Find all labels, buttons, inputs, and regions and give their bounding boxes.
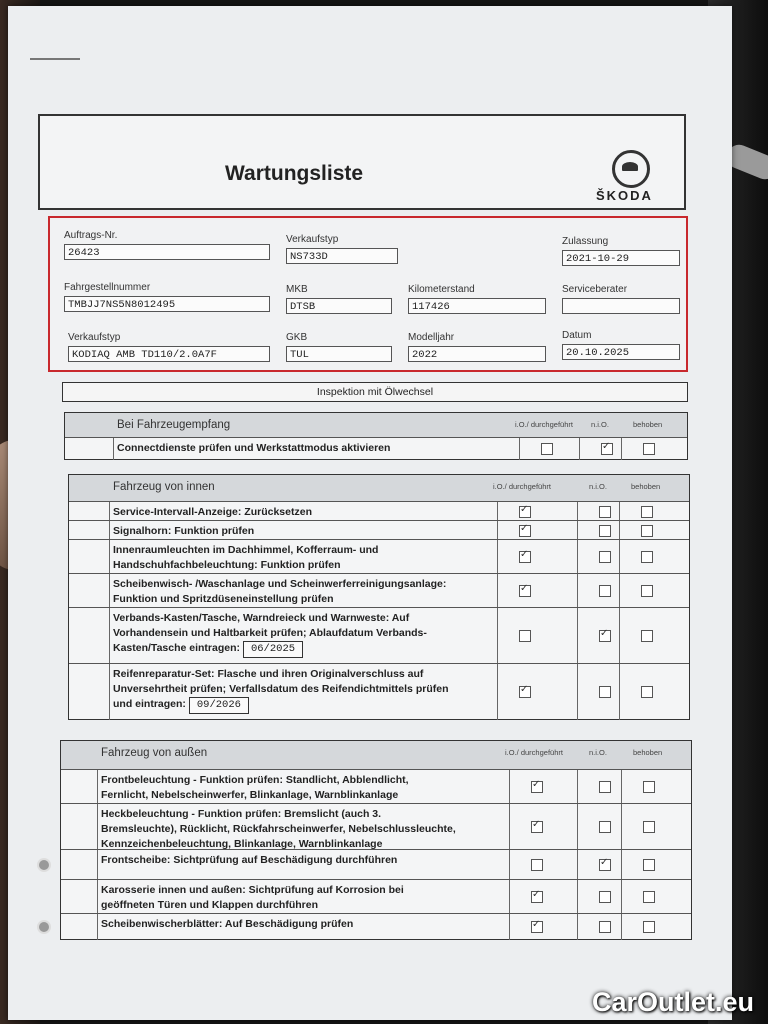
column-header-nok: n.i.O. [589,482,607,491]
date-label: Datum [562,330,592,341]
checkbox-cell [497,540,498,574]
item-line: Innenraumleuchten im Dachhimmel, Kofferraum- und [113,544,379,556]
checklist-row [69,573,689,608]
checkbox-cell [577,608,578,664]
checkbox-cell [497,502,498,521]
advisor-field [562,298,680,314]
checkbox-nok[interactable] [599,506,611,518]
pen-mark [30,58,80,60]
vehicle-info-box [48,216,688,372]
checkbox-cell [621,880,622,914]
row-divider [109,521,110,540]
checklist-item-text [113,577,446,607]
item-line: Karosserie innen und außen: Sichtprüfung auf Korrosion bei [101,884,404,896]
checklist-row [61,803,691,850]
column-header-nok: n.i.O. [589,748,607,757]
row-divider [109,540,110,574]
item-line: Kasten/Tasche eintragen: [113,642,241,654]
item-line: geöffneten Türen und Klappen durchführen [101,899,318,911]
checkbox-cell [577,914,578,940]
sales-type-label: Verkaufstyp [286,234,339,245]
checkbox-fixed[interactable] [641,506,653,518]
sales-type2-field: KODIAQ AMB TD110/2.0A7F [68,346,270,362]
section-header [69,475,689,502]
checkbox-nok[interactable] [599,551,611,563]
checkbox-cell [619,608,620,664]
item-line: Scheibenwisch- /Waschanlage und Scheinwerferreinigungsanlage: [113,578,447,590]
checkbox-cell [577,850,578,880]
checkbox-cell [621,850,622,880]
punch-hole-marker [37,858,51,872]
checklist-item-text [101,773,409,803]
checkbox-cell [509,770,510,804]
checkbox-cell [577,770,578,804]
item-line: Scheibenwischerblätter: Auf Beschädigung prüfen [101,918,354,930]
item-line: Kennzeichenbeleuchtung, Blinkanlage, Warnblinkanlage [101,838,383,850]
brand-name: ŠKODA [596,188,653,203]
checkbox-cell [577,804,578,850]
item-line: Funktion und Spritzdüseneinstellung prüfen [113,593,334,605]
mkb-label: MKB [286,284,308,295]
checklist-row [69,501,689,521]
mileage-field: 117426 [408,298,546,314]
checklist-row [69,539,689,574]
checkbox-nok[interactable] [599,630,611,642]
checkbox-cell [577,540,578,574]
punch-hole-marker [37,920,51,934]
row-divider [109,502,110,521]
row-divider [113,438,114,460]
item-line: Fernlicht, Nebelscheinwerfer, Blinkanlage, Warnblinkanlage [101,789,399,801]
mileage-label: Kilometerstand [408,284,475,295]
checkbox-ok[interactable] [519,525,531,537]
item-line: Unversehrtheit prüfen; Verfallsdatum des Reifendichtmittels prüfen [113,683,449,695]
mkb-field: DTSB [286,298,392,314]
checkbox-cell [577,521,578,540]
checkbox-nok[interactable] [599,859,611,871]
checkbox-ok[interactable] [519,686,531,698]
date-entry-box: 06/2025 [243,641,303,658]
item-line: Signalhorn: Funktion prüfen [113,525,255,537]
item-line: Heckbeleuchtung - Funktion prüfen: Bremslicht (auch 3. [101,808,382,820]
column-header-ok: i.O./ durchgeführt [505,748,563,757]
registration-label: Zulassung [562,236,609,247]
checklist-row [69,520,689,540]
row-divider [109,608,110,664]
date-field: 20.10.2025 [562,344,680,360]
checkbox-cell [497,521,498,540]
document-sheet [8,6,732,1020]
checklist-section [64,412,688,460]
document-header [38,114,686,210]
checkbox-cell [579,438,580,460]
item-line: Frontbeleuchtung - Funktion prüfen: Standlicht, Abblendlicht, [101,774,409,786]
checklist-row [61,879,691,914]
item-line: Verbands-Kasten/Tasche, Warndreieck und Warnweste: Auf [113,612,410,624]
item-line: Vorhandensein und Haltbarkeit prüfen; Ablaufdatum Verbands- [113,627,427,639]
checkbox-cell [619,502,620,521]
inspection-title: Inspektion mit Ölwechsel [62,382,688,402]
checkbox-fixed[interactable] [641,585,653,597]
checkbox-cell [621,804,622,850]
gkb-field: TUL [286,346,392,362]
checkbox-ok[interactable] [519,585,531,597]
checkbox-nok[interactable] [599,585,611,597]
checkbox-fixed[interactable] [641,525,653,537]
checkbox-cell [621,770,622,804]
checkbox-cell [577,502,578,521]
checkbox-fixed[interactable] [643,821,655,833]
checklist-item-text [113,611,427,658]
checkbox-cell [509,880,510,914]
checkbox-fixed[interactable] [641,686,653,698]
checklist-row [69,607,689,664]
section-header [65,413,687,438]
item-line: Bremsleuchte), Rücklicht, Rückfahrscheinwerfer, Nebelschlussleuchte, [101,823,456,835]
column-header-nok: n.i.O. [591,420,609,429]
checklist-item-text [101,883,404,913]
checkbox-ok[interactable] [519,630,531,642]
checklist-item-text [113,543,378,573]
checkbox-fixed[interactable] [641,551,653,563]
checkbox-cell [619,521,620,540]
row-divider [97,880,98,914]
checkbox-cell [519,438,520,460]
model-year-label: Modelljahr [408,332,455,343]
checklist-row [69,663,689,720]
row-divider [109,574,110,608]
skoda-logo-icon [612,150,650,188]
document-title: Wartungsliste [225,162,364,185]
checkbox-nok[interactable] [599,686,611,698]
row-divider [97,914,98,940]
item-line: Connectdienste prüfen und Werkstattmodus aktivieren [117,442,391,454]
checklist-section [68,474,690,720]
checkbox-fixed[interactable] [643,891,655,903]
checklist-row [65,437,687,460]
checklist-row [61,769,691,804]
checkbox-fixed[interactable] [643,443,655,455]
row-divider [97,804,98,850]
checkbox-cell [621,438,622,460]
order-no-field: 26423 [64,244,270,260]
section-title: Bei Fahrzeugempfang [117,419,231,431]
row-divider [109,664,110,720]
checkbox-nok[interactable] [599,821,611,833]
vin-label: Fahrgestellnummer [64,282,151,293]
checkbox-fixed[interactable] [643,781,655,793]
section-title: Fahrzeug von außen [101,747,208,759]
row-divider [97,850,98,880]
checkbox-cell [497,574,498,608]
checkbox-ok[interactable] [531,821,543,833]
item-line: Service-Intervall-Anzeige: Zurücksetzen [113,506,312,518]
column-header-ok: i.O./ durchgeführt [515,420,573,429]
checkbox-fixed[interactable] [643,859,655,871]
checkbox-ok[interactable] [531,921,543,933]
checkbox-nok[interactable] [599,781,611,793]
checkbox-ok[interactable] [531,781,543,793]
column-header-fixed: behoben [631,482,661,491]
order-no-label: Auftrags-Nr. [64,230,118,241]
checkbox-nok[interactable] [599,891,611,903]
checkbox-nok[interactable] [601,443,613,455]
checkbox-ok[interactable] [519,551,531,563]
checkbox-ok[interactable] [531,891,543,903]
checkbox-cell [509,850,510,880]
checkbox-nok[interactable] [599,525,611,537]
row-divider [97,770,98,804]
model-year-field: 2022 [408,346,546,362]
sales-type-field: NS733D [286,248,398,264]
checkbox-cell [509,804,510,850]
checkbox-fixed[interactable] [643,921,655,933]
checkbox-cell [619,574,620,608]
registration-field: 2021-10-29 [562,250,680,266]
checkbox-fixed[interactable] [641,630,653,642]
section-title: Fahrzeug von innen [113,481,215,493]
column-header-fixed: behoben [633,748,663,757]
column-header-ok: i.O./ durchgeführt [493,482,551,491]
checklist-item-text [113,667,448,714]
date-entry-box: 09/2026 [189,697,249,714]
checklist-row [61,849,691,880]
checklist-item-text [101,807,456,852]
item-line: Frontscheibe: Sichtprüfung auf Beschädigung durchführen [101,854,398,866]
checkbox-nok[interactable] [599,921,611,933]
checkbox-ok[interactable] [541,443,553,455]
checkbox-cell [509,914,510,940]
checkbox-cell [497,608,498,664]
gkb-label: GKB [286,332,308,343]
checkbox-ok[interactable] [531,859,543,871]
checkbox-cell [577,880,578,914]
checkbox-cell [577,574,578,608]
checklist-item-text [101,917,353,932]
checkbox-ok[interactable] [519,506,531,518]
checkbox-cell [497,664,498,720]
checkbox-cell [621,914,622,940]
checklist-item-text [101,853,397,868]
sales-type2-label: Verkaufstyp [68,332,121,343]
watermark: CarOutlet.eu [591,987,754,1017]
advisor-label: Serviceberater [562,284,628,295]
vin-field: TMBJJ7NS5N8012495 [64,296,270,312]
item-line: Reifenreparatur-Set: Flasche und ihren Originalverschluss auf [113,668,424,680]
checkbox-cell [619,540,620,574]
item-line: Handschuhfachbeleuchtung: Funktion prüfen [113,559,341,571]
column-header-fixed: behoben [633,420,663,429]
checklist-item-text [113,524,254,539]
checklist-row [61,913,691,940]
checklist-item-text [113,505,312,520]
checklist-item-text [117,441,390,456]
checklist-section [60,740,692,940]
checkbox-cell [619,664,620,720]
checkbox-cell [577,664,578,720]
section-header [61,741,691,770]
item-line: und eintragen: [113,698,186,710]
